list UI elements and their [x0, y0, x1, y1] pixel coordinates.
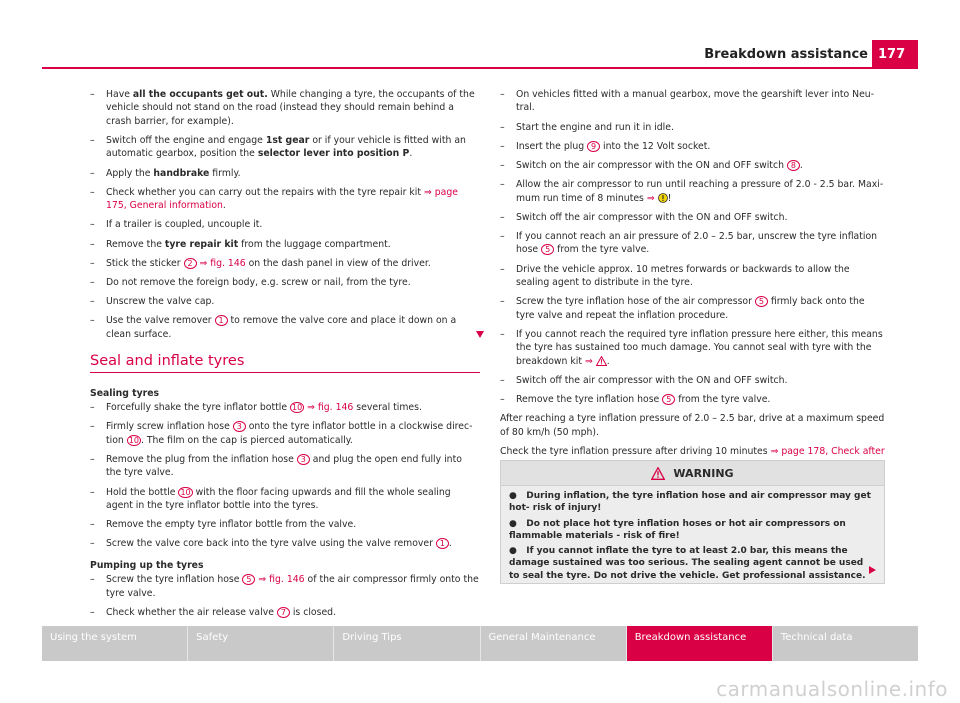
warning-body	[501, 486, 884, 589]
section-heading: Seal and inflate tyres	[90, 355, 480, 372]
list-item: – Remove the plug from the inflation hose 3 and plug the open end fully into the tyre valve.	[90, 453, 462, 479]
figure-link[interactable]: ⇒ fig. 146	[304, 402, 354, 414]
list-item: – Remove the tyre inflation hose 5 from the tyre valve.	[500, 394, 771, 406]
list-item: – On vehicles fitted with a manual gearbox, move the gearshift lever into Neutral.	[500, 89, 875, 114]
callout-number: 3	[233, 421, 246, 432]
page-link[interactable]: ⇒ page 175, General information	[106, 186, 458, 212]
list-item: – Firmly screw inflation hose 3 onto the tyre inflator bottle in a clockwise direction 10 . The film on the cap is pierced automatically.	[90, 421, 473, 446]
list-item: – Hold the bottle 10 with the floor facing upwards and fill the whole sealing agent in the tyre inflator bottle into the tyres.	[90, 486, 451, 511]
tab-general-maintenance[interactable]: General Maintenance	[481, 626, 627, 661]
list-item: – Drive the vehicle approx. 10 metres forwards or backwards to allow the sealing agent to distribute in the tyre.	[500, 263, 850, 289]
tab-technical-data[interactable]: Technical data	[773, 626, 918, 661]
warning-item: ● Do not place hot tyre inflation hoses or hot air compressors on flammable materials - risk of fire!	[509, 518, 846, 541]
callout-number: 8	[787, 160, 800, 171]
warning-triangle-icon	[651, 467, 665, 480]
warning-item: ● During inflation, the tyre inflation hose and air compressor may get hot- risk of injury!	[509, 491, 871, 514]
callout-number: 10	[292, 403, 303, 413]
warning-box	[500, 460, 885, 584]
callout-number: 3	[297, 454, 310, 465]
chapter-nav	[42, 626, 918, 661]
callout-number: 7	[277, 607, 290, 618]
caution-link[interactable]: ⇒	[646, 192, 658, 204]
figure-link[interactable]: ⇒ fig. 146	[255, 574, 305, 586]
tab-driving-tips[interactable]: Driving Tips	[334, 626, 480, 661]
callout-number: 5	[662, 394, 675, 405]
list-item: – If a trailer is coupled, uncouple it.	[90, 219, 263, 231]
callout-number: 1	[436, 538, 449, 549]
list-item: – Use the valve remover 1 to remove the valve core and place it down on a clean surface.	[90, 314, 480, 341]
end-of-section-icon	[476, 331, 484, 338]
warning-icon	[596, 356, 607, 366]
list-item: – Do not remove the foreign body, e.g. screw or nail, from the tyre.	[90, 277, 411, 289]
page-link[interactable]: ⇒ page 178, Check after	[770, 446, 885, 458]
callout-number: 5	[755, 296, 768, 307]
warning-item: ● If you cannot inflate the tyre to at least 2.0 bar, this means the damage sustained was too serious. The sealing agent cannot be used to seal the tyre. Do not drive the vehicle. Get professional assistance.	[509, 546, 866, 581]
list-item: – Check whether you can carry out the repairs with the tyre repair kit ⇒ page 175, General information.	[90, 186, 458, 212]
list-item: – Remove the empty tyre inflator bottle from the valve.	[90, 519, 357, 531]
list-item: – Unscrew the valve cap.	[90, 296, 215, 308]
paragraph: Check the tyre inflation pressure after driving 10 minutes ⇒ page 178, Check after	[500, 445, 885, 472]
left-column	[90, 88, 480, 625]
watermark: carmanualsonline.info	[716, 677, 948, 701]
list-item: – Screw the tyre inflation hose of the air compressor 5 firmly back onto the tyre valve and repeat the inflation procedure.	[500, 296, 865, 321]
figure-link[interactable]: ⇒ fig. 146	[196, 257, 246, 269]
callout-number: 1	[215, 315, 228, 326]
callout-number: 5	[541, 244, 554, 255]
list-item: – Switch off the air compressor with the ON and OFF switch.	[500, 374, 788, 386]
callout-number: 2	[184, 258, 197, 269]
right-column	[500, 88, 885, 478]
list-item: – Insert the plug 9 into the 12 Volt socket.	[500, 140, 711, 152]
warning-header	[501, 461, 884, 486]
list-item: – Switch on the air compressor with the ON and OFF switch 8 .	[500, 160, 803, 172]
continue-arrow-icon	[869, 566, 876, 574]
warning-link[interactable]: ⇒	[584, 355, 596, 367]
list-item: – Stick the sticker 2 ⇒ fig. 146 on the dash panel in view of the driver.	[90, 257, 431, 269]
list-item: – Have all the occupants get out. While changing a tyre, the occupants of the vehicle should not stand on the road (instead they should remain behind a crash barrier, for example).	[90, 89, 475, 127]
list-item: – Screw the valve core back into the tyre valve using the valve remover 1 .	[90, 538, 452, 550]
warning-title: WARNING	[673, 466, 734, 480]
list-item: – If you cannot reach the required tyre inflation pressure here either, this means the tyre has sustained too much damage. You cannot seal with tyre with the breakdown kit ⇒ .	[500, 328, 883, 367]
paragraph: After reaching a tyre inflation pressure of 2.0 – 2.5 bar, drive at a maximum speed of 80 km/h (50 mph).	[500, 413, 885, 438]
callout-number: 5	[242, 574, 255, 585]
list-item: – Switch off the engine and engage 1st gear or if your vehicle is fitted with an automatic gearbox, position the selector lever into position P.	[90, 135, 466, 160]
list-item: – Screw the tyre inflation hose 5 ⇒ fig. 146 of the air compressor firmly onto the tyre valve.	[90, 574, 479, 599]
sub-heading: Pumping up the tyres	[90, 559, 204, 571]
header-rule	[42, 67, 918, 69]
callout-number: 10	[180, 487, 191, 497]
list-item: – If you cannot reach an air pressure of 2.0 – 2.5 bar, unscrew the tyre inflation hose 5 from the tyre valve.	[500, 231, 878, 256]
list-item: – Allow the air compressor to run until reaching a pressure of 2.0 - 2.5 bar. Maximum run time of 8 minutes ⇒ !	[500, 179, 884, 204]
list-item: – Forcefully shake the tyre inflator bottle 10 ⇒ fig. 146 several times.	[90, 402, 422, 414]
list-item: – Check whether the air release valve 7 is closed.	[90, 606, 337, 618]
tab-using-the-system[interactable]: Using the system	[42, 626, 188, 661]
caution-icon	[658, 193, 668, 203]
list-item: – Start the engine and run it in idle.	[500, 121, 674, 133]
callout-number: 10	[128, 435, 139, 445]
tab-breakdown-assistance[interactable]: Breakdown assistance	[627, 626, 773, 661]
header-title: Breakdown assistance	[704, 47, 868, 62]
list-item: – Apply the handbrake firmly.	[90, 167, 241, 179]
list-item: – Remove the tyre repair kit from the luggage compartment.	[90, 238, 391, 250]
tab-safety[interactable]: Safety	[188, 626, 334, 661]
list-item: – Switch off the air compressor with the ON and OFF switch.	[500, 211, 788, 223]
sub-heading: Sealing tyres	[90, 387, 160, 399]
callout-number: 9	[587, 141, 600, 152]
page-number: 177	[872, 40, 918, 68]
